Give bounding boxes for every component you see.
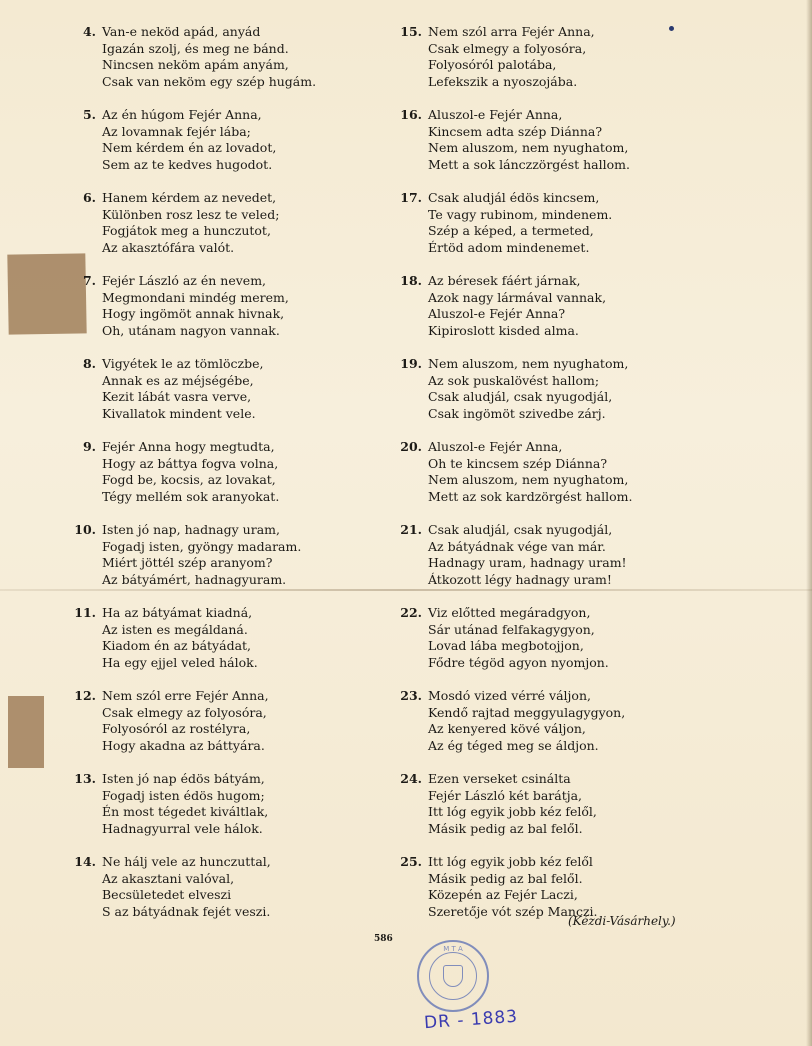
- verse-line: Tégy mellém sok aranyokat.: [102, 488, 280, 504]
- verse-line: Igazán szolj, és meg ne bánd.: [102, 40, 289, 56]
- stanza-lines: [428, 771, 597, 837]
- verse-line: Itt lóg egyik jobb kéz felől: [428, 854, 593, 869]
- stanza: [72, 605, 258, 671]
- handwritten-shelf-mark: DR - 1883: [423, 1006, 519, 1034]
- verse-line: Hanem kérdem az nevedet,: [102, 190, 277, 205]
- stanza-lines: [428, 688, 625, 754]
- verse-line: Nem szól arra Fejér Anna,: [428, 24, 595, 39]
- stanza: [398, 356, 628, 422]
- verse-line: Fejér László két barátja,: [428, 787, 583, 803]
- verse-line: Azok nagy lármával vannak,: [428, 289, 607, 305]
- verse-line: Hogy ingömöt annak hivnak,: [102, 306, 285, 322]
- verse-line: Kendő rajtad meggyulagygyon,: [428, 704, 626, 720]
- verse-line: Isten jó nap édös bátyám,: [102, 771, 265, 786]
- stanza: [398, 107, 630, 173]
- verse-line: Oh, utánam nagyon vannak.: [102, 322, 280, 338]
- verse-line: Az ég téged meg se áldjon.: [428, 737, 599, 753]
- stanza-lines: [102, 273, 289, 339]
- verse-line: Lefekszik a nyoszojába.: [428, 73, 578, 89]
- verse-line: Nincsen neköm apám anyám,: [102, 57, 289, 73]
- stanza: [398, 190, 612, 256]
- stanza-lines: [428, 605, 609, 671]
- stanza: [398, 439, 632, 505]
- verse-line: Hadnagyurral vele hálok.: [102, 820, 263, 836]
- verse-line: Megmondani mindég merem,: [102, 289, 289, 305]
- verse-line: Fogjátok meg a hunczutot,: [102, 223, 271, 239]
- verse-line: Becsületedet elveszi: [102, 887, 232, 903]
- verse-line: Az én húgom Fejér Anna,: [102, 107, 262, 122]
- verse-line: Ha egy ejjel veled hálok.: [102, 654, 258, 670]
- verse-line: Az kenyered kövé váljon,: [428, 721, 586, 737]
- verse-line: Fejér Anna hogy megtudta,: [102, 439, 275, 454]
- verse-line: Másik pedig az bal felől.: [428, 820, 583, 836]
- stanza: [72, 771, 268, 837]
- verse-line: Fődre tégöd agyon nyomjon.: [428, 654, 609, 670]
- stanza-number: 11.: [74, 605, 96, 620]
- verse-line: Az bátyámért, hadnagyuram.: [102, 571, 287, 587]
- verse-line: Az lovamnak fejér lába;: [102, 123, 251, 139]
- stanza: [72, 356, 264, 422]
- stanza-lines: [102, 605, 258, 671]
- verse-line: Csak aludjál édös kincsem,: [428, 190, 600, 205]
- stanza-lines: [102, 24, 316, 90]
- verse-line: Kipiroslott kisded alma.: [428, 322, 579, 338]
- verse-line: Szép a képed, a termeted,: [428, 223, 594, 239]
- stanza-number: 6.: [82, 190, 96, 205]
- stanza-lines: [102, 854, 271, 920]
- stanza-number: 23.: [400, 688, 422, 703]
- stanza-number: 18.: [400, 273, 422, 288]
- stanza-number: 17.: [400, 190, 422, 205]
- stanza-number: 13.: [74, 771, 96, 786]
- stanza: [72, 107, 276, 173]
- verse-line: Nem aluszom, nem nyughatom,: [428, 140, 629, 156]
- verse-line: Másik pedig az bal felől.: [428, 870, 583, 886]
- stanza-lines: [428, 439, 632, 505]
- stanza-number: 24.: [400, 771, 422, 786]
- verse-line: Ne hálj vele az hunczuttal,: [102, 854, 271, 869]
- page-edge-shadow: [806, 0, 812, 1046]
- verse-line: Te vagy rubinom, mindenem.: [428, 206, 613, 222]
- page-number: 586: [374, 934, 393, 944]
- verse-line: Átkozott légy hadnagy uram!: [428, 571, 612, 587]
- verse-line: Mosdó vized vérré váljon,: [428, 688, 591, 703]
- library-stamp: [417, 940, 489, 1012]
- verse-line: Vigyétek le az tömlöczbe,: [102, 356, 264, 371]
- verse-line: Folyosóról az rostélyra,: [102, 721, 251, 737]
- stanza: [72, 688, 269, 754]
- verse-line: Közepén az Fejér Laczi,: [428, 887, 578, 903]
- stanza: [398, 688, 625, 754]
- verse-line: Aluszol-e Fejér Anna,: [428, 439, 563, 454]
- stanza-lines: [102, 190, 279, 256]
- stanza-lines: [428, 107, 630, 173]
- stanza-number: 20.: [400, 439, 422, 454]
- stanza-number: 19.: [400, 356, 422, 371]
- verse-line: Isten jó nap, hadnagy uram,: [102, 522, 280, 537]
- verse-line: Fejér László az én nevem,: [102, 273, 267, 288]
- stanza: [398, 854, 598, 920]
- verse-line: Nem szól erre Fejér Anna,: [102, 688, 269, 703]
- verse-line: Fogd be, kocsis, az lovakat,: [102, 472, 276, 488]
- stanza-lines: [102, 439, 279, 505]
- stanza: [398, 605, 609, 671]
- stanza: [72, 439, 279, 505]
- stanza-lines: [428, 24, 595, 90]
- stanza-number: 21.: [400, 522, 422, 537]
- verse-line: Itt lóg egyik jobb kéz felől,: [428, 804, 597, 820]
- verse-line: Annak es az méjségébe,: [102, 372, 254, 388]
- stanza-lines: [102, 522, 301, 588]
- verse-line: S az bátyádnak fejét veszi.: [102, 903, 271, 919]
- verse-line: Kivallatok mindent vele.: [102, 405, 256, 421]
- verse-line: Csak aludjál, csak nyugodjál,: [428, 522, 613, 537]
- verse-line: Oh te kincsem szép Diánna?: [428, 455, 608, 471]
- stanza-lines: [428, 522, 627, 588]
- verse-line: Csak elmegy az folyosóra,: [102, 704, 267, 720]
- verse-line: Csak aludjál, csak nyugodjál,: [428, 389, 613, 405]
- stanza: [72, 24, 316, 90]
- stanza-number: 9.: [82, 439, 96, 454]
- verse-line: Értöd adom mindenemet.: [428, 239, 590, 255]
- stanza-number: 25.: [400, 854, 422, 869]
- verse-line: Viz előtted megáradgyon,: [428, 605, 591, 620]
- verse-line: Én most tégedet kiváltlak,: [102, 804, 269, 820]
- verse-line: Az béresek fáért járnak,: [428, 273, 581, 288]
- verse-line: Nem aluszom, nem nyughatom,: [428, 356, 629, 371]
- verse-line: Mett a sok lánczzörgést hallom.: [428, 156, 630, 172]
- verse-line: Kezit lábát vasra verve,: [102, 389, 252, 405]
- verse-line: Ha az bátyámat kiadná,: [102, 605, 253, 620]
- verse-line: Kiadom én az bátyádat,: [102, 638, 252, 654]
- verse-line: Aluszol-e Fejér Anna?: [428, 306, 566, 322]
- verse-line: Nem kérdem én az lovadot,: [102, 140, 277, 156]
- verse-line: Az akasztófára valót.: [102, 239, 235, 255]
- stanza: [72, 273, 289, 339]
- verse-line: Mett az sok kardzörgést hallom.: [428, 488, 633, 504]
- verse-line: Ezen verseket csinálta: [428, 771, 571, 786]
- verse-line: Az sok puskalövést hallom;: [428, 372, 600, 388]
- place-attribution: (Kézdi-Vásárhely.): [568, 914, 676, 928]
- verse-line: Csak ingömöt szivedbe zárj.: [428, 405, 606, 421]
- stanza-number: 22.: [400, 605, 422, 620]
- stanza-lines: [428, 190, 612, 256]
- stanza: [398, 522, 627, 588]
- stanza-number: 16.: [400, 107, 422, 122]
- stanza-number: 12.: [74, 688, 96, 703]
- verse-line: Fogadj isten édös hugom;: [102, 787, 265, 803]
- page-fold-crease: [0, 589, 812, 591]
- ink-speck: [669, 26, 674, 31]
- verse-line: Lovad lába megbotojjon,: [428, 638, 584, 654]
- verse-line: Az bátyádnak vége van már.: [428, 538, 606, 554]
- verse-line: Az isten es megáldaná.: [102, 621, 248, 637]
- verse-line: Aluszol-e Fejér Anna,: [428, 107, 563, 122]
- stanza-number: 5.: [82, 107, 96, 122]
- verse-line: Kincsem adta szép Diánna?: [428, 123, 603, 139]
- verse-line: Nem aluszom, nem nyughatom,: [428, 472, 629, 488]
- stanza-lines: [102, 107, 276, 173]
- stanza-lines: [102, 356, 264, 422]
- stanza: [398, 273, 606, 339]
- tape-patch: [8, 696, 44, 768]
- verse-line: Az akasztani valóval,: [102, 870, 235, 886]
- stanza: [398, 24, 595, 90]
- stanza: [72, 190, 279, 256]
- stanza-number: 7.: [82, 273, 96, 288]
- stanza-lines: [102, 771, 268, 837]
- stanza-number: 4.: [82, 24, 96, 39]
- stanza-lines: [428, 854, 598, 920]
- stanza: [72, 522, 301, 588]
- stanza-lines: [428, 273, 606, 339]
- verse-line: Csak van neköm egy szép hugám.: [102, 73, 317, 89]
- verse-line: Sem az te kedves hugodot.: [102, 156, 273, 172]
- verse-line: Hogy az báttya fogva volna,: [102, 455, 279, 471]
- stanza-number: 14.: [74, 854, 96, 869]
- stanza: [398, 771, 597, 837]
- stanza-number: 15.: [400, 24, 422, 39]
- verse-line: Miért jöttél szép aranyom?: [102, 555, 273, 571]
- stanza-lines: [428, 356, 628, 422]
- verse-line: Hogy akadna az báttyára.: [102, 737, 265, 753]
- verse-line: Szeretője vót szép Manczi.: [428, 903, 598, 919]
- verse-line: Hadnagy uram, hadnagy uram!: [428, 555, 627, 571]
- verse-line: Sár utánad felfakagygyon,: [428, 621, 595, 637]
- verse-line: Különben rosz lesz te veled;: [102, 206, 280, 222]
- stanza-number: 10.: [74, 522, 96, 537]
- verse-line: Folyosóról palotába,: [428, 57, 557, 73]
- stanza-lines: [102, 688, 269, 754]
- verse-line: Fogadj isten, gyöngy madaram.: [102, 538, 302, 554]
- stanza: [72, 854, 271, 920]
- stanza-number: 8.: [82, 356, 96, 371]
- verse-line: Van-e neköd apád, anyád: [102, 24, 261, 39]
- verse-line: Csak elmegy a folyosóra,: [428, 40, 587, 56]
- stamp-text: M T A: [443, 945, 463, 953]
- crest-icon: [443, 965, 463, 987]
